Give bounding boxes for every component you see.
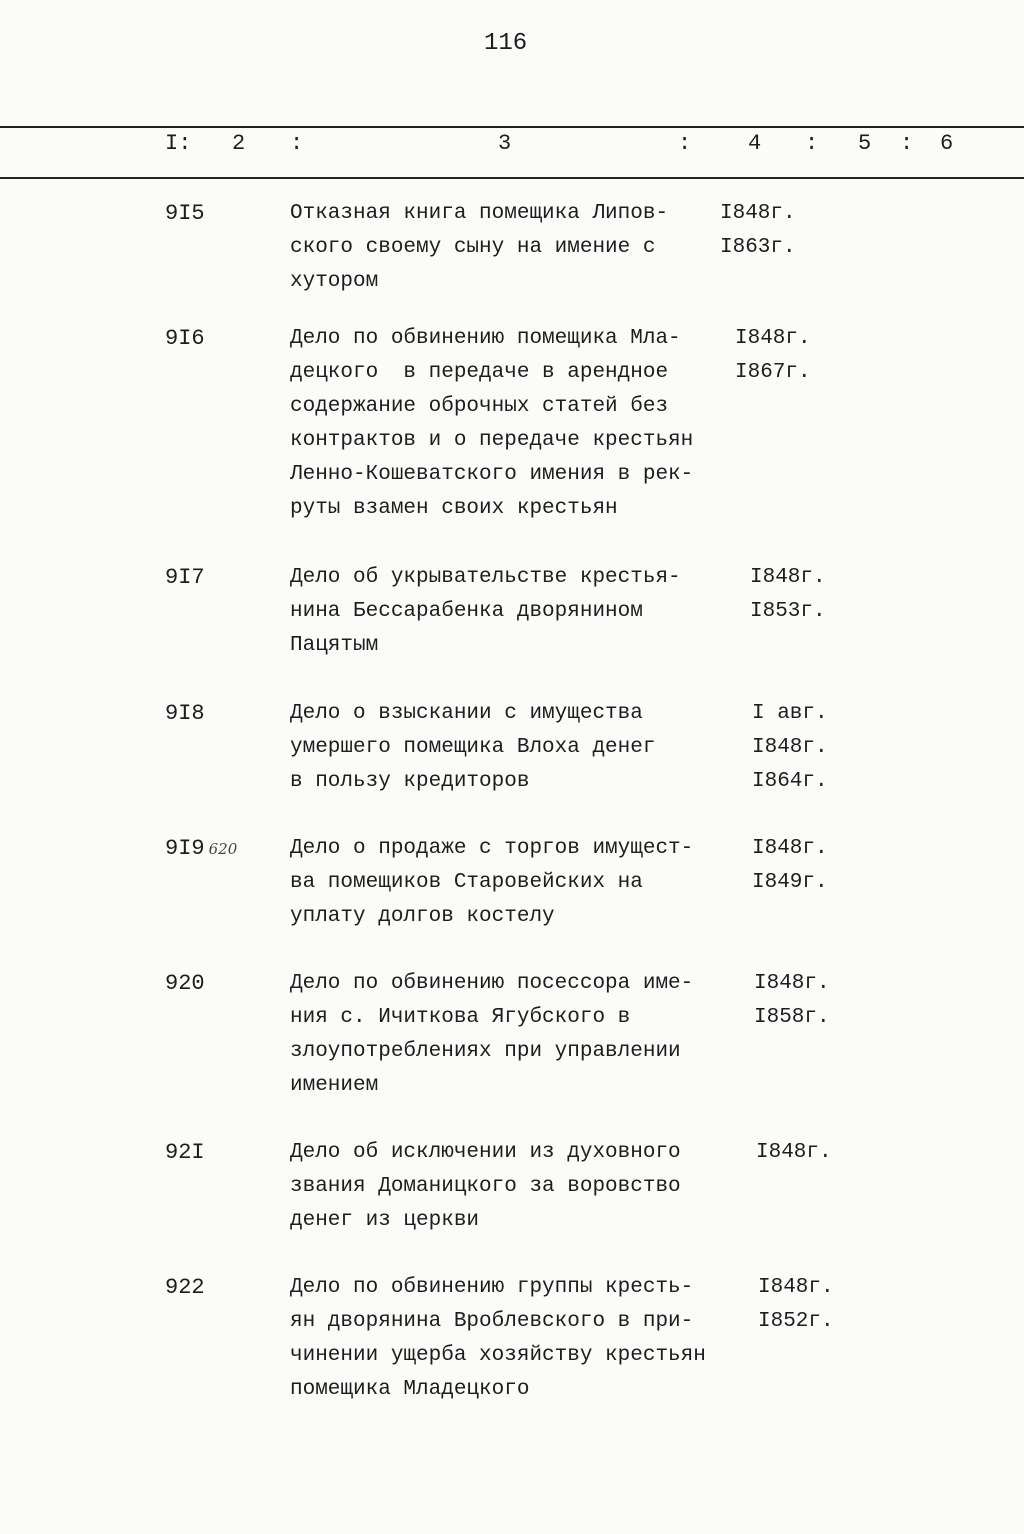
entry-dates xyxy=(735,322,811,390)
description-line: умершего помещика Влоха денег xyxy=(290,736,656,759)
entry-dates xyxy=(754,967,830,1035)
entry-number-text: 9I9 xyxy=(165,836,205,861)
entry-dates xyxy=(758,1271,834,1339)
date-line: I858г. xyxy=(754,1006,830,1029)
description-line: Дело о взыскании с имущества xyxy=(290,702,643,725)
col-1-label: I: xyxy=(165,131,192,156)
col-2-label: 2 xyxy=(232,131,246,156)
description-line: Дело по обвинению группы кресть- xyxy=(290,1276,694,1299)
date-line: I848г. xyxy=(756,1141,832,1164)
entry-description xyxy=(290,967,693,1103)
entry-number-text: 92I xyxy=(165,1140,205,1165)
description-line: ян дворянина Вроблевского в при- xyxy=(290,1310,694,1333)
date-line: I849г. xyxy=(752,871,828,894)
entry-number-text: 9I7 xyxy=(165,565,205,590)
col-6-label: 6 xyxy=(940,131,954,156)
col-separator: : xyxy=(290,131,304,156)
date-line: I848г. xyxy=(752,736,828,759)
date-line: I848г. xyxy=(752,837,828,860)
entry-dates xyxy=(752,697,828,799)
description-line: руты взамен своих крестьян xyxy=(290,497,618,520)
description-line: нина Бессарабенка дворянином xyxy=(290,600,643,623)
entry-number xyxy=(165,967,205,1001)
entry-description xyxy=(290,197,668,299)
col-3-label: 3 xyxy=(498,131,512,156)
entry-number xyxy=(165,697,205,731)
description-line: злоупотреблениях при управлении xyxy=(290,1040,681,1063)
entry-dates xyxy=(756,1136,832,1170)
date-line: I867г. xyxy=(735,361,811,384)
description-line: Дело о продаже с торгов имущест- xyxy=(290,837,694,860)
entry-description xyxy=(290,1271,706,1407)
col-separator: : xyxy=(678,131,692,156)
entry-number-text: 9I5 xyxy=(165,201,205,226)
entry-number-text: 920 xyxy=(165,971,205,996)
description-line: звания Доманицкого за воровство xyxy=(290,1175,681,1198)
entry-description xyxy=(290,1136,681,1238)
description-line: Дело по обвинению помещика Мла- xyxy=(290,327,681,350)
col-separator: : xyxy=(900,131,914,156)
description-line: децкого в передаче в арендное xyxy=(290,361,669,384)
entry-number xyxy=(165,197,205,231)
entry-number-text: 922 xyxy=(165,1275,205,1300)
entry-number-text: 9I6 xyxy=(165,326,205,351)
entry-number xyxy=(165,832,237,866)
entry-dates xyxy=(720,197,796,265)
description-line: хутором xyxy=(290,270,379,293)
description-line: контрактов и о передаче крестьян xyxy=(290,429,694,452)
date-line: I848г. xyxy=(720,202,796,225)
entry-number xyxy=(165,561,205,595)
entry-number xyxy=(165,1271,205,1305)
handwritten-note: 620 xyxy=(208,840,238,858)
description-line: ния с. Ичиткова Ягубского в xyxy=(290,1006,631,1029)
entry-dates xyxy=(752,832,828,900)
description-line: Дело по обвинению посессора име- xyxy=(290,972,694,995)
date-line: I852г. xyxy=(758,1310,834,1333)
description-line: Ленно-Кошеватского имения в рек- xyxy=(290,463,694,486)
description-line: Дело об исключении из духовного xyxy=(290,1141,681,1164)
entry-description xyxy=(290,322,693,526)
date-line: I848г. xyxy=(750,566,826,589)
description-line: в пользу кредиторов xyxy=(290,770,530,793)
date-line: I864г. xyxy=(752,770,828,793)
description-line: чинении ущерба хозяйству крестьян xyxy=(290,1344,706,1367)
entry-description xyxy=(290,697,655,799)
description-line: содержание оброчных статей без xyxy=(290,395,669,418)
entry-description xyxy=(290,832,693,934)
col-5-label: 5 xyxy=(858,131,872,156)
description-line: ва помещиков Старовейских на xyxy=(290,871,643,894)
col-4-label: 4 xyxy=(748,131,762,156)
description-line: помещика Младецкого xyxy=(290,1378,530,1401)
entry-number xyxy=(165,322,205,356)
description-line: Дело об укрывательстве крестья- xyxy=(290,566,681,589)
description-line: Отказная книга помещика Липов- xyxy=(290,202,669,225)
description-line: имением xyxy=(290,1074,379,1097)
description-line: Пацятым xyxy=(290,634,379,657)
date-line: I авг. xyxy=(752,702,828,725)
entry-dates xyxy=(750,561,826,629)
date-line: I848г. xyxy=(754,972,830,995)
date-line: I853г. xyxy=(750,600,826,623)
description-line: ского своему сыну на имение с xyxy=(290,236,656,259)
date-line: I848г. xyxy=(758,1276,834,1299)
description-line: денег из церкви xyxy=(290,1209,480,1232)
entry-number xyxy=(165,1136,205,1170)
header-bottom-rule xyxy=(0,177,1024,179)
date-line: I863г. xyxy=(720,236,796,259)
page-number: 116 xyxy=(484,30,528,57)
header-top-rule xyxy=(0,126,1024,128)
entry-number-text: 9I8 xyxy=(165,701,205,726)
description-line: уплату долгов костелу xyxy=(290,905,555,928)
date-line: I848г. xyxy=(735,327,811,350)
col-separator: : xyxy=(805,131,819,156)
entry-description xyxy=(290,561,681,663)
